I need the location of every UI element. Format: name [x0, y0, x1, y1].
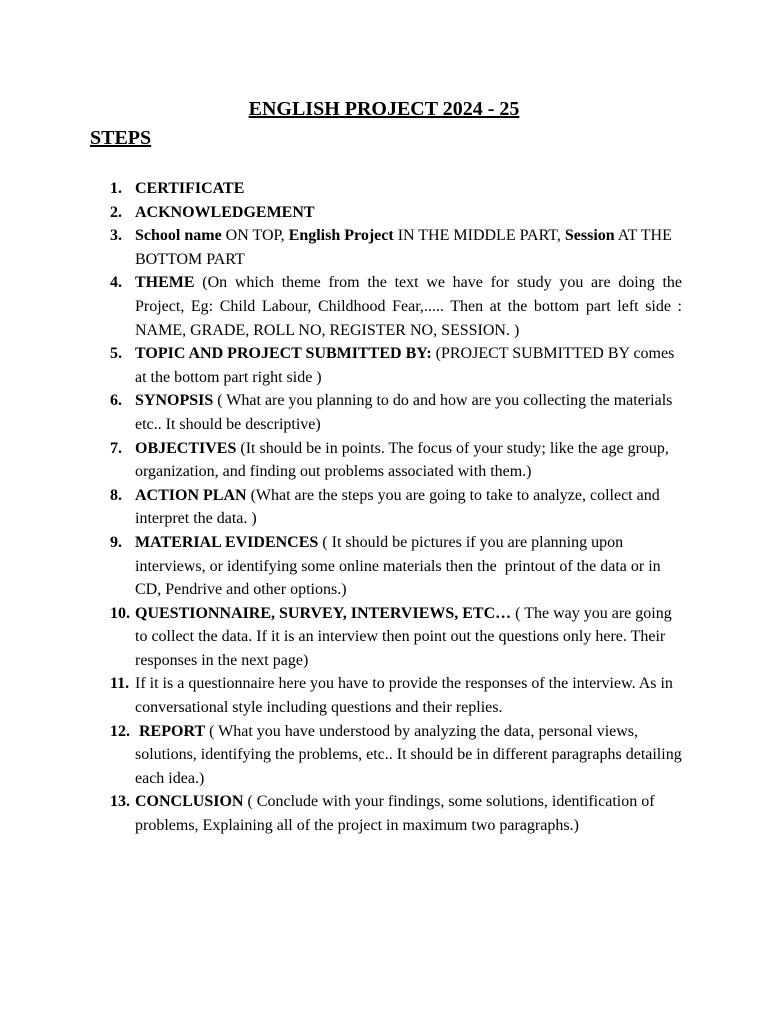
list-item-number: 13.	[110, 793, 130, 811]
list-item-keyword: THEME	[135, 274, 195, 292]
list-item	[110, 224, 682, 271]
list-item-text	[135, 672, 682, 719]
list-item-keyword: SYNOPSIS	[135, 392, 214, 410]
list-item-number: 7.	[110, 439, 122, 457]
list-item-keyword: English Project	[288, 227, 394, 245]
list-item-keyword: School name	[135, 227, 222, 245]
list-item-number: 3.	[110, 227, 122, 245]
list-item	[110, 602, 682, 673]
list-item-description: (On which theme from the text we have for study you are doing the Project, Eg: Child Labour, Childhood Fear,..... Then at the bottom part left side : NAME, GRADE, ROLL NO, REGISTER NO, SESSION. )	[135, 274, 686, 339]
list-item-text	[135, 531, 682, 602]
list-item-number: 9.	[110, 533, 122, 551]
list-item	[110, 177, 682, 201]
list-item-keyword: QUESTIONNAIRE, SURVEY, INTERVIEWS, ETC…	[135, 604, 512, 622]
list-item	[110, 389, 682, 436]
list-item-description: AT THE BOTTOM PART	[135, 227, 676, 268]
list-item	[110, 790, 682, 837]
list-item-description: (PROJECT SUBMITTED BY comes at the bottom part right side )	[135, 345, 679, 386]
list-item-keyword: Session	[564, 227, 615, 245]
list-item-description: ON TOP,	[221, 227, 289, 245]
list-item-description: ( What you have understood by analyzing the data, personal views, solutions, identifying the problems, etc.. It should be in different paragraphs detailing each idea.)	[135, 722, 686, 787]
list-item-number: 10.	[110, 604, 130, 622]
list-item-text	[135, 484, 682, 531]
list-item-text	[135, 437, 682, 484]
list-item	[110, 437, 682, 484]
list-item-number: 4.	[110, 274, 122, 292]
list-item-keyword: REPORT	[135, 722, 206, 740]
list-item-text	[135, 177, 682, 201]
list-item-keyword: ACTION PLAN	[135, 486, 247, 504]
list-item-text	[135, 342, 682, 389]
list-item-description: IN THE MIDDLE PART,	[393, 227, 565, 245]
list-item-keyword: OBJECTIVES	[135, 439, 237, 457]
list-item-keyword: MATERIAL EVIDENCES	[135, 533, 319, 551]
list-item	[110, 531, 682, 602]
list-item-keyword: CERTIFICATE	[135, 180, 245, 197]
list-item	[110, 672, 682, 719]
list-item-description: If it is a questionnaire here you have to provide the responses of the interview. As in conversational style including questions and their replies.	[135, 675, 677, 717]
steps-list	[110, 177, 686, 838]
list-item-text	[135, 224, 682, 271]
list-item-number: 5.	[110, 345, 122, 363]
list-item-text	[135, 602, 682, 673]
list-item	[110, 484, 682, 531]
list-item-description: ( Conclude with your findings, some solutions, identification of problems, Explaining all of the project in maximum two paragraphs.)	[135, 793, 659, 835]
list-item	[110, 201, 682, 225]
list-item-text	[135, 201, 682, 225]
list-item	[110, 342, 682, 389]
list-item-description: (What are the steps you are going to take to analyze, collect and interpret the data. )	[135, 486, 664, 528]
list-item-text	[135, 720, 686, 791]
list-item-description: (It should be in points. The focus of your study; like the age group, organization, and finding out problems associated with them.)	[135, 439, 673, 481]
list-item-number: 2.	[110, 203, 122, 221]
list-item-text	[135, 271, 686, 342]
list-item-keyword: TOPIC AND PROJECT SUBMITTED BY:	[135, 345, 432, 363]
list-item-keyword: ACKNOWLEDGEMENT	[135, 203, 315, 221]
list-item-number: 1.	[110, 180, 122, 197]
list-item	[110, 720, 686, 791]
list-item-description: ( The way you are going to collect the data. If it is an interview then point out the questions only here. Their responses in the next page)	[135, 604, 676, 669]
list-item-number: 6.	[110, 392, 122, 410]
list-item-number: 11.	[110, 675, 130, 693]
steps-heading: STEPS	[90, 127, 152, 149]
list-item-description: ( It should be pictures if you are planning upon interviews, or identifying some online materials then the printout of the data or in CD, Pendrive and other options.)	[135, 533, 665, 599]
list-item	[110, 271, 686, 342]
page-title: ENGLISH PROJECT 2024 - 25	[248, 98, 520, 120]
list-item-number: 8.	[110, 486, 122, 504]
list-item-text	[135, 389, 682, 436]
list-item-number: 12.	[110, 722, 130, 740]
list-item-keyword: CONCLUSION	[135, 793, 244, 811]
list-item-text	[135, 790, 682, 837]
list-item-description: ( What are you planning to do and how are you collecting the materials etc.. It should be descriptive)	[135, 392, 677, 433]
